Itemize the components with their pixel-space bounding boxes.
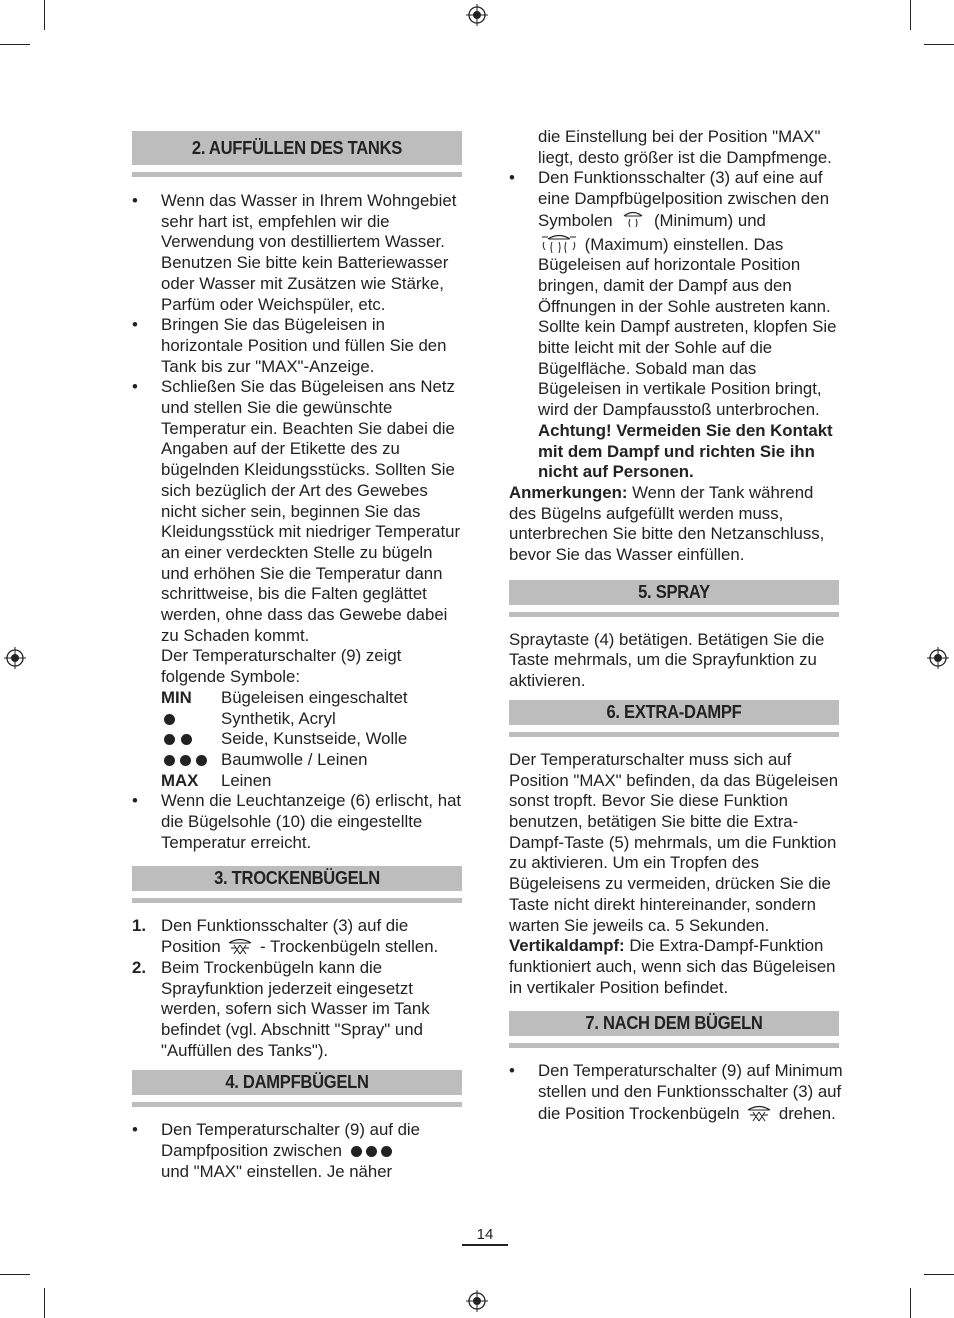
crop-mark (924, 1274, 954, 1275)
three-dots-icon (161, 750, 221, 771)
page-number-underline (462, 1244, 508, 1246)
section-heading-nach-dem-buegeln: 7. NACH DEM BÜGELN (509, 1011, 839, 1048)
list-item: • Den Temperaturschalter (9) auf die Dampfposition zwischen und "MAX" einstellen. Je näher (132, 1120, 465, 1182)
symbol-row: Synthetik, Acryl (161, 709, 465, 730)
warning-text: Achtung! Vermeiden Sie den Kontakt mit dem Dampf und richten Sie ihn nicht auf Personen. (538, 420, 833, 482)
notes-paragraph: Anmerkungen: Wenn der Tank während des Bügelns aufgefüllt werden muss, unterbrechen Sie bitte den Netzanschluss, bevor Sie das Wasser einfüllen. (509, 482, 825, 565)
page-number: 14 (476, 1226, 494, 1243)
list-item: • Wenn die Leuchtanzeige (6) erlischt, hat die Bügelsohle (10) die eingestellte Temperatur erreicht. (132, 791, 465, 853)
section-heading-dampfbuegeln: 4. DAMPFBÜGELN (132, 1070, 462, 1107)
section-heading-extra-dampf: 6. EXTRA-DAMPF (509, 700, 839, 737)
list-item: • Wenn das Wasser in Ihrem Wohngebiet sehr hart ist, empfehlen wir die Verwendung von destilliertem Wasser. Benutzen Sie bitte kein Batteriewasser oder Wasser mit Zusätzen wie Stärke, Parfüm oder Weichspüler, etc. (132, 191, 465, 315)
section-heading-auffuellen: 2. AUFFÜLLEN DES TANKS (132, 131, 462, 177)
three-dots-icon (351, 1141, 392, 1160)
symbol-row: MAX Leinen (161, 770, 272, 790)
paragraph: Schließen Sie das Bügeleisen ans Netz und stellen Sie die gewünschte Temperatur ein. Beachten Sie dabei die Angaben auf der Etikette des zu bügelnden Kleidungsstücks. Sollten Sie sich bezüglich der Art des Gewebes nicht sicher sein, beginnen Sie das Kleidungsstück mit niedriger Temperatur an einer verdeckten Stelle zu bügeln und erhöhen Sie die Temperatur dann schrittweise, bis die Falten geglättet werden, ohne dass das Gewebe dabei zu Schaden kommt. (161, 377, 461, 645)
list-item: 2. Beim Trockenbügeln kann die Sprayfunktion jederzeit eingesetzt werden, sofern sich Wasser im Tank befindet (vgl. Abschnitt "Spray" und "Auffüllen des Tanks"). (132, 957, 430, 1060)
paragraph: Vertikaldampf: Die Extra-Dampf-Funktion funktioniert auch, wenn sich das Bügeleisen in vertikaler Position befindet. (509, 936, 836, 997)
symbol-row: MIN Bügeleisen eingeschaltet (161, 687, 408, 707)
dry-ironing-icon (225, 936, 255, 956)
steam-max-icon (538, 232, 580, 254)
registration-mark-icon (466, 1290, 488, 1312)
paragraph: Der Temperaturschalter (9) zeigt folgende Symbole: (161, 646, 402, 687)
right-column (509, 127, 843, 1124)
crop-mark (44, 0, 45, 30)
crop-mark (910, 1288, 911, 1318)
crop-mark (0, 1274, 30, 1275)
paragraph: Der Temperaturschalter muss sich auf Position "MAX" befinden, da das Bügeleisen sonst tropft. Bevor Sie diese Funktion benutzen, betätigen Sie bitte die Extra-Dampf-Taste (5) mehrmals, um die Funktion zu aktivieren. Um ein Tropfen des Bügeleisens zu vermeiden, drücken Sie die Taste nicht direkt hintereinander, sondern warten Sie jeweils ca. 5 Sekunden. (509, 749, 839, 935)
steam-min-icon (621, 210, 645, 230)
crop-mark (0, 44, 30, 45)
symbol-row: Baumwolle / Leinen (161, 750, 465, 771)
crop-mark (44, 1288, 45, 1318)
paragraph: Spraytaste (4) betätigen. Betätigen Sie die Taste mehrmals, um die Sprayfunktion zu aktivieren. (509, 629, 825, 691)
list-item: 1. Den Funktionsschalter (3) auf die Position - Trockenbügeln stellen. (132, 915, 439, 957)
registration-mark-icon (4, 647, 26, 669)
paragraph: die Einstellung bei der Position "MAX" liegt, desto größer ist die Dampfmenge. (538, 127, 832, 167)
registration-mark-icon (466, 4, 488, 26)
two-dots-icon (161, 729, 221, 750)
section-heading-trockenbuegeln: 3. TROCKENBÜGELN (132, 866, 462, 903)
crop-mark (924, 44, 954, 45)
list-item: • Den Funktionsschalter (3) auf eine auf eine Dampfbügelposition zwischen den Symbolen (Minimum) und (Maximum) einstellen. Das Bügeleisen auf horizontale Position bringen, damit der Dampf aus den Öffnungen in der Sohle austreten kann. Sollte kein Dampf austreten, klopfen Sie bitte leicht mit der Sohle auf die Bügelfläche. Sobald man das Bügeleisen in vertikale Position bringt, wird der Dampfausstoß unterbrochen. Achtung! Vermeiden Sie den Kontakt mit dem Dampf und richten Sie ihn nicht auf Personen. (509, 168, 843, 483)
list-item (132, 377, 465, 791)
crop-mark (910, 0, 911, 30)
list-item: • Den Temperaturschalter (9) auf Minimum stellen und den Funktionsschalter (3) auf die Position Trockenbügeln drehen. (509, 1061, 843, 1124)
section-heading-spray: 5. SPRAY (509, 580, 839, 617)
dry-ironing-icon (744, 1103, 774, 1123)
left-column (132, 131, 465, 1183)
list-item: • Bringen Sie das Bügeleisen in horizontale Position und füllen Sie den Tank bis zur "MAX"-Anzeige. (132, 315, 465, 377)
symbol-row: Seide, Kunstseide, Wolle (161, 729, 465, 750)
registration-mark-icon (927, 647, 949, 669)
one-dot-icon (161, 709, 221, 730)
